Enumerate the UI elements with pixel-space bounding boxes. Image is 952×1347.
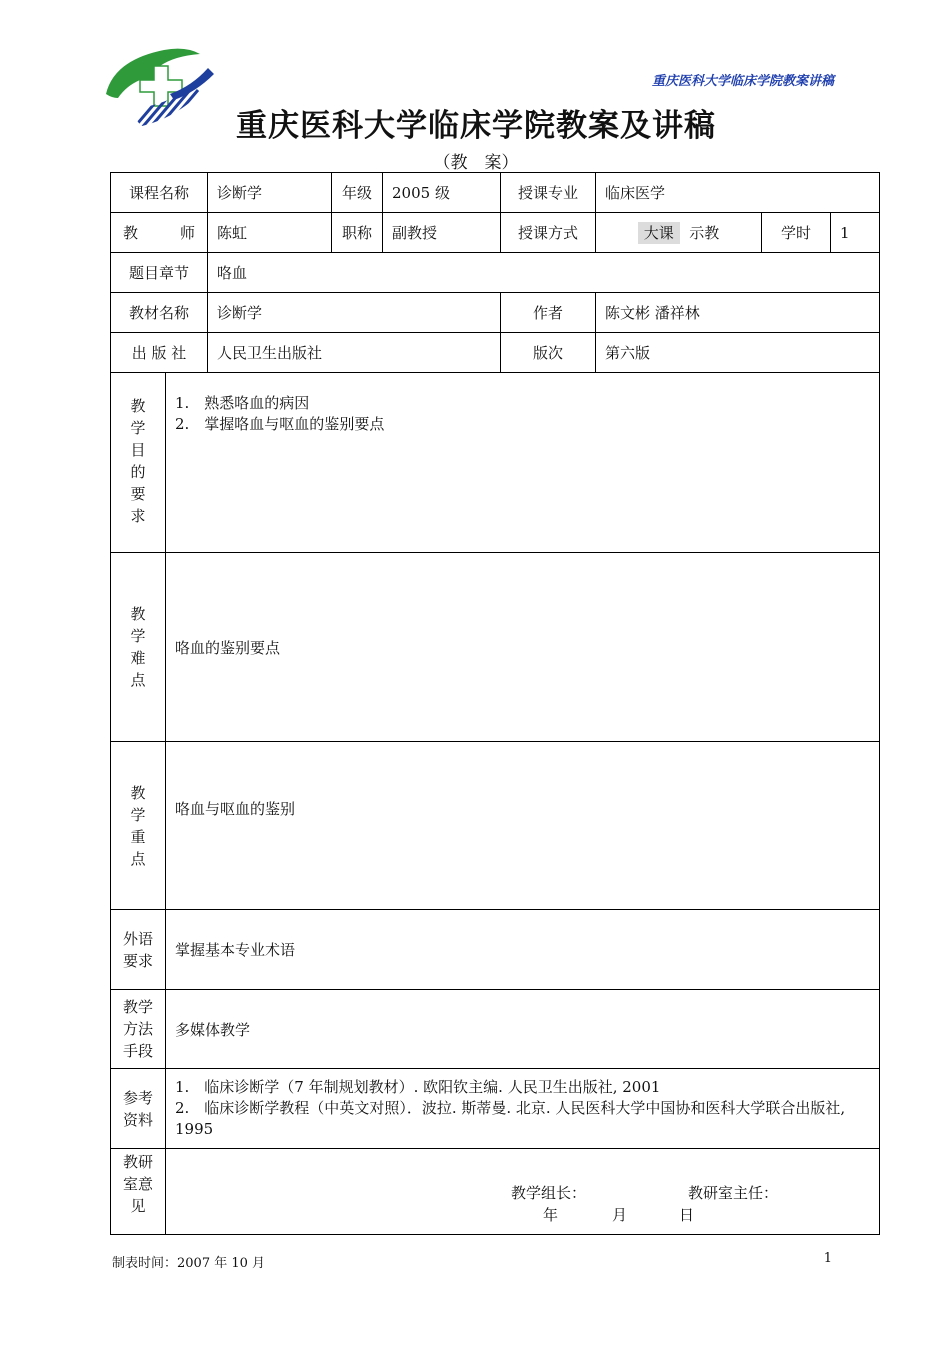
teacher-value: 陈虹 [208, 213, 332, 253]
difficulties-content: 咯血的鉴别要点 [166, 553, 880, 742]
lesson-plan-table [110, 172, 880, 1235]
course-label: 课程名称 [111, 173, 208, 213]
page-number: 1 [823, 1251, 832, 1266]
teaching-methods-row [111, 990, 880, 1069]
key-points-row [111, 742, 880, 910]
publisher-row [111, 333, 880, 373]
course-row [111, 173, 880, 213]
method-value [596, 213, 762, 253]
opinion-row [111, 1149, 880, 1235]
edition-value: 第六版 [596, 333, 880, 373]
reference-item: 2. 临床诊断学教程（中英文对照）．波拉. 斯蒂曼. 北京. 人民医科大学中国协和医科大学联合出版社, 1995 [175, 1099, 846, 1138]
method-selected: 大课 [638, 222, 680, 244]
teaching-methods-content: 多媒体教学 [166, 990, 880, 1069]
hours-label: 学时 [762, 213, 831, 253]
opinion-content [166, 1149, 880, 1235]
foreign-language-label: 外语要求 [111, 910, 166, 990]
major-label: 授课专业 [501, 173, 596, 213]
key-points-label: 教学重点 [111, 742, 166, 910]
year-label: 年 [543, 1205, 559, 1224]
page-subtitle: （教 案） [433, 153, 519, 173]
edition-label: 版次 [501, 333, 596, 373]
foreign-language-content: 掌握基本专业术语 [166, 910, 880, 990]
objective-item: 1. 熟悉咯血的病因 [175, 394, 310, 412]
running-title: 重庆医科大学临床学院教案讲稿 [651, 74, 834, 89]
objectives-row [111, 373, 880, 553]
course-value: 诊断学 [208, 173, 332, 213]
teaching-methods-label: 教学方法手段 [111, 990, 166, 1069]
page-title: 重庆医科大学临床学院教案及讲稿 [236, 108, 716, 144]
rank-value: 副教授 [383, 213, 501, 253]
references-content [166, 1069, 880, 1149]
day-label: 日 [679, 1205, 695, 1224]
chapter-label: 题目章节 [111, 253, 208, 293]
objectives-label: 教学目的要求 [111, 373, 166, 553]
textbook-label: 教材名称 [111, 293, 208, 333]
month-label: 月 [612, 1205, 628, 1224]
opinion-label: 教研室意见 [111, 1149, 166, 1235]
difficulties-row [111, 553, 880, 742]
textbook-value: 诊断学 [208, 293, 501, 333]
method-other: 示教 [689, 224, 720, 242]
author-label: 作者 [501, 293, 596, 333]
objective-item: 2. 掌握咯血与呕血的鉴别要点 [175, 415, 385, 433]
grade-label: 年级 [332, 173, 383, 213]
references-label: 参考资料 [111, 1069, 166, 1149]
teacher-label: 教 师 [111, 213, 208, 253]
made-date: 制表时间：2007 年 10 月 [112, 1256, 266, 1271]
director-label: 教研室主任： [688, 1183, 779, 1202]
rank-label: 职称 [332, 213, 383, 253]
publisher-label: 出 版 社 [111, 333, 208, 373]
objectives-content [166, 373, 880, 553]
hours-value: 1 [831, 213, 880, 253]
group-leader-label: 教学组长： [511, 1183, 587, 1202]
foreign-language-row [111, 910, 880, 990]
grade-value: 2005 级 [383, 173, 501, 213]
chapter-value: 咯血 [208, 253, 880, 293]
textbook-row [111, 293, 880, 333]
major-value: 临床医学 [596, 173, 880, 213]
difficulties-label: 教学难点 [111, 553, 166, 742]
references-row [111, 1069, 880, 1149]
reference-item: 1. 临床诊断学（7 年制规划教材）. 欧阳钦主编. 人民卫生出版社, 2001 [175, 1078, 661, 1096]
key-points-content: 咯血与呕血的鉴别 [166, 742, 880, 910]
teacher-row [111, 213, 880, 253]
chapter-row [111, 253, 880, 293]
method-label: 授课方式 [501, 213, 596, 253]
publisher-value: 人民卫生出版社 [208, 333, 501, 373]
author-value: 陈文彬 潘祥林 [596, 293, 880, 333]
